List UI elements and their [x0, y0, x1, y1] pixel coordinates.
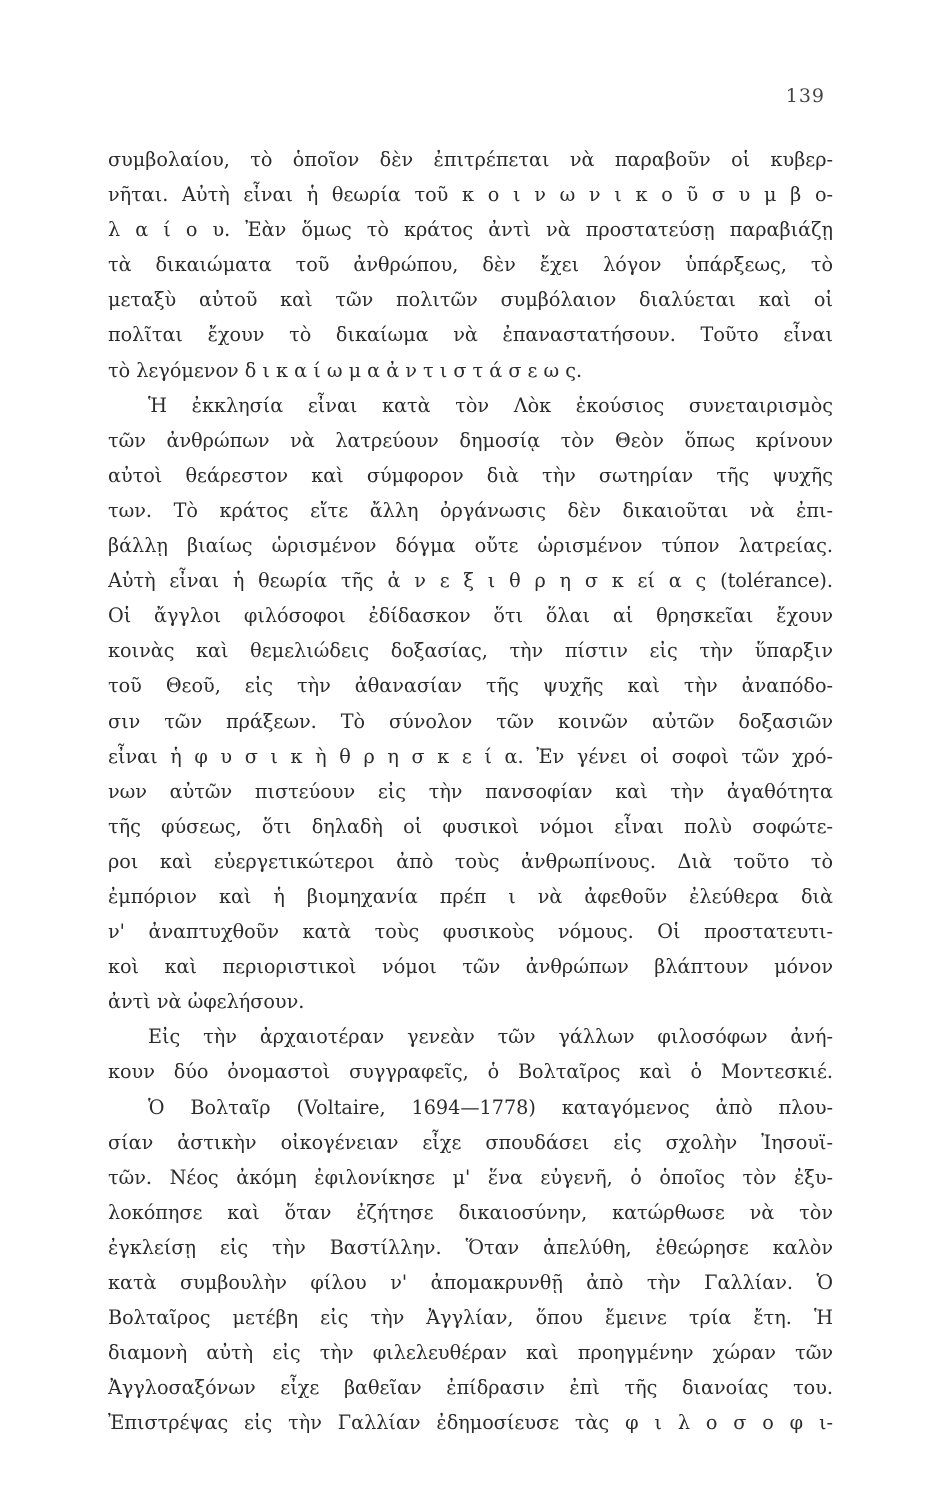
text-line: συμβολαίου, τὸ ὁποῖον δὲν ἐπιτρέπεται νὰ παραβοῦν οἱ κυβερ-	[108, 148, 833, 171]
text-line: σιν τῶν πράξεων. Τὸ σύνολον τῶν κοινῶν αὐτῶν δοξασιῶν	[108, 709, 833, 733]
text-line: κατὰ συμβουλὴν φίλου ν' ἀπομακρυνθῇ ἀπὸ τὴν Γαλλίαν. Ὁ	[108, 1271, 833, 1294]
text-line: Βολταῖρος μετέβη εἰς τὴν Ἀγγλίαν, ὅπου ἔμεινε τρία ἔτη. Ἡ	[108, 1306, 833, 1330]
text-line: νῆται. Αὐτὴ εἶναι ἡ θεωρία τοῦ κ ο ι ν ω ν ι κ ο ῦ σ υ μ β ο-	[108, 183, 833, 207]
text-line: τῶν. Νέος ἀκόμη ἐφιλονίκησε μ' ἕνα εὐγενῆ, ὁ ὁποῖος τὸν ἐξυ-	[108, 1165, 833, 1189]
text-line: σίαν ἀστικὴν οἰκογένειαν εἶχε σπουδάσει εἰς σχολὴν Ἰησουϊ-	[108, 1130, 833, 1154]
text-line: Ἐπιστρέψας εἰς τὴν Γαλλίαν ἐδημοσίευσε τὰς φ ι λ ο σ ο φ ι-	[108, 1411, 833, 1435]
text-line: κοὶ καὶ περιοριστικοὶ νόμοι τῶν ἀνθρώπων βλάπτουν μόνον	[108, 955, 833, 979]
text-line: εἶναι ἡ φ υ σ ι κ ὴ θ ρ η σ κ ε ί α. Ἐν γένει οἱ σοφοὶ τῶν χρό-	[108, 744, 833, 768]
text-line: Εἰς τὴν ἀρχαιοτέραν γενεὰν τῶν γάλλων φιλοσόφων ἀνή-	[148, 1025, 833, 1049]
text-line: τὰ δικαιώματα τοῦ ἀνθρώπου, δὲν ἔχει λόγον ὑπάρξεως, τὸ	[108, 253, 833, 277]
text-line: τῆς φύσεως, ὅτι δηλαδὴ οἱ φυσικοὶ νόμοι εἶναι πολὺ σοφώτε-	[108, 814, 833, 838]
text-line: ἐμπόριον καὶ ἡ βιομηχανία πρέπ ι νὰ ἀφεθοῦν ἐλεύθερα διὰ	[108, 884, 833, 908]
text-line: Ὁ Βολταῖρ (Voltaire, 1694—1778) καταγόμενος ἀπὸ πλου-	[148, 1095, 833, 1119]
text-line: λοκόπησε καὶ ὅταν ἐζήτησε δικαιοσύνην, κατώρθωσε νὰ τὸν	[108, 1200, 833, 1224]
text-line: τῶν ἀνθρώπων νὰ λατρεύουν δημοσίᾳ τὸν Θεὸν ὅπως κρίνουν	[108, 428, 833, 452]
text-line: διαμονὴ αὐτὴ εἰς τὴν φιλελευθέραν καὶ προηγμένην χώραν τῶν	[108, 1341, 833, 1365]
text-line: των. Τὸ κράτος εἴτε ἄλλη ὀργάνωσις δὲν δικαιοῦται νὰ ἐπι-	[108, 498, 833, 522]
text-line: ροι καὶ εὐεργετικώτεροι ἀπὸ τοὺς ἀνθρωπίνους. Διὰ τοῦτο τὸ	[108, 849, 833, 873]
body-text	[108, 142, 833, 1440]
text-line: κουν δύο ὀνομαστοὶ συγγραφεῖς, ὁ Βολταῖρος καὶ ὁ Μοντεσκιέ.	[108, 1060, 833, 1084]
text-line: κοινὰς καὶ θεμελιώδεις δοξασίας, τὴν πίστιν εἰς τὴν ὕπαρξιν	[108, 639, 833, 663]
page-number: 139	[785, 85, 825, 107]
text-line: Αὐτὴ εἶναι ἡ θεωρία τῆς ἀ ν ε ξ ι θ ρ η σ κ εί α ς (tolérance).	[108, 569, 833, 593]
text-line: ἀντὶ νὰ ὠφελήσουν.	[108, 990, 305, 1014]
text-line: πολῖται ἔχουν τὸ δικαίωμα νὰ ἐπαναστατήσουν. Τοῦτο εἶναι	[108, 323, 833, 347]
text-line: Ἡ ἐκκλησία εἶναι κατὰ τὸν Λὸκ ἑκούσιος συνεταιρισμὸς	[148, 393, 833, 417]
text-line: Ἀγγλοσαξόνων εἶχε βαθεῖαν ἐπίδρασιν ἐπὶ τῆς διανοίας του.	[108, 1376, 833, 1400]
text-line: αὐτοὶ θεάρεστον καὶ σύμφορον διὰ τὴν σωτηρίαν τῆς ψυχῆς	[108, 463, 833, 487]
text-line: ἐγκλείσῃ εἰς τὴν Βαστίλλην. Ὅταν ἀπελύθη, ἐθεώρησε καλὸν	[108, 1235, 833, 1259]
text-line: λ α ί ο υ. Ἐὰν ὅμως τὸ κράτος ἀντὶ νὰ προστατεύσῃ παραβιάζῃ	[108, 218, 833, 242]
text-line: τοῦ Θεοῦ, εἰς τὴν ἀθανασίαν τῆς ψυχῆς καὶ τὴν ἀναπόδο-	[108, 674, 833, 698]
text-line: ν' ἀναπτυχθοῦν κατὰ τοὺς φυσικοὺς νόμους. Οἱ προστατευτι-	[108, 920, 833, 944]
text-line: βάλλῃ βιαίως ὡρισμένον δόγμα οὔτε ὡρισμένον τύπον λατρείας.	[108, 534, 833, 558]
text-line: τὸ λεγόμενον δ ι κ α ί ω μ α ἀ ν τ ι σ τ ά σ ε ω ς.	[108, 358, 583, 382]
text-line: Οἱ ἄγγλοι φιλόσοφοι ἐδίδασκον ὅτι ὅλαι αἱ θρησκεῖαι ἔχουν	[108, 604, 833, 628]
text-line: μεταξὺ αὐτοῦ καὶ τῶν πολιτῶν συμβόλαιον διαλύεται καὶ οἱ	[108, 288, 833, 312]
text-line: νων αὐτῶν πιστεύουν εἰς τὴν πανσοφίαν καὶ τὴν ἀγαθότητα	[108, 779, 833, 803]
